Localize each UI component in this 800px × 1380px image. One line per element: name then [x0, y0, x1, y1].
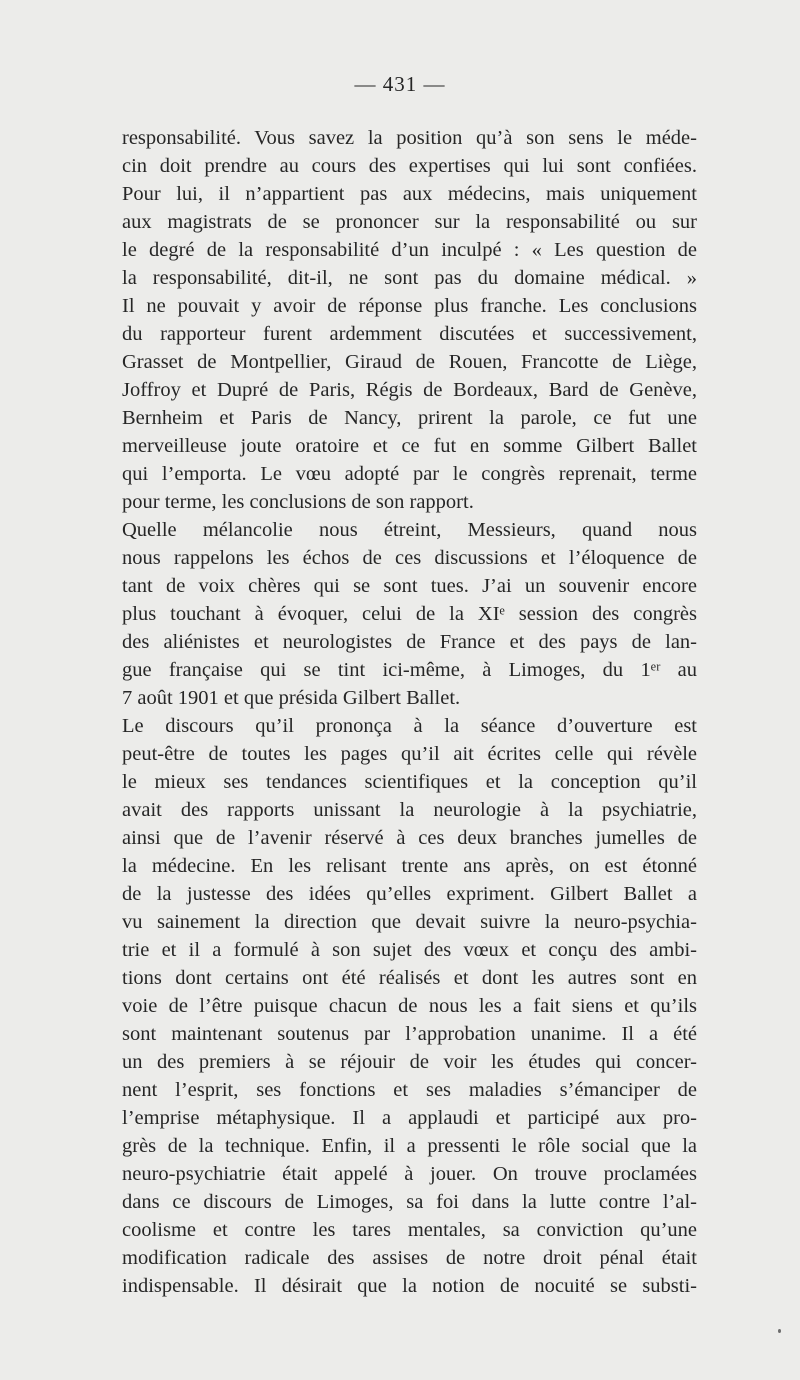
text-line: cin doit prendre au cours des expertises qui lui sont confiées. [122, 155, 697, 177]
text-line: du rapporteur furent ardemment discutées et successivement, [122, 323, 697, 345]
text-line: grès de la technique. Enfin, il a pressenti le rôle social que la [122, 1135, 697, 1157]
text-line: vu sainement la direction que devait suivre la neuro-psychia- [122, 911, 697, 933]
text-line: des aliénistes et neurologistes de France et des pays de lan- [122, 631, 697, 653]
text-line: le mieux ses tendances scientifiques et la conception qu’il [122, 771, 697, 793]
text-line: un des premiers à se réjouir de voir les études qui concer- [122, 1051, 697, 1073]
text-line: peut-être de toutes les pages qu’il ait écrites celle qui révèle [122, 743, 697, 765]
text-line: Grasset de Montpellier, Giraud de Rouen, Francotte de Liège, [122, 351, 697, 373]
text-line: l’emprise métaphysique. Il a applaudi et participé aux pro- [122, 1107, 697, 1129]
text-line: neuro-psychiatrie était appelé à jouer. On trouve proclamées [122, 1163, 697, 1185]
text-line: avait des rapports unissant la neurologie à la psychiatrie, [122, 799, 697, 821]
text-line: de la justesse des idées qu’elles expriment. Gilbert Ballet a [122, 883, 697, 905]
body-text [122, 124, 697, 1300]
text-line: plus touchant à évoquer, celui de la XIᵉ session des congrès [122, 603, 697, 625]
text-line: responsabilité. Vous savez la position qu’à son sens le méde- [122, 127, 697, 149]
text-line: Quelle mélancolie nous étreint, Messieurs, quand nous [122, 519, 697, 541]
text-line: indispensable. Il désirait que la notion de nocuité se substi- [122, 1275, 697, 1297]
paragraph-last-line: 7 août 1901 et que présida Gilbert Ballet. [122, 687, 461, 709]
text-line: Bernheim et Paris de Nancy, prirent la parole, ce fut une [122, 407, 697, 429]
text-line: gue française qui se tint ici-même, à Limoges, du 1ᵉʳ au [122, 659, 697, 681]
text-line: ainsi que de l’avenir réservé à ces deux branches jumelles de [122, 827, 697, 849]
text-line: merveilleuse joute oratoire et ce fut en somme Gilbert Ballet [122, 435, 697, 457]
text-line: tions dont certains ont été réalisés et dont les autres sont en [122, 967, 697, 989]
text-line: Le discours qu’il prononça à la séance d’ouverture est [122, 715, 697, 737]
text-line: tant de voix chères qui se sont tues. J’ai un souvenir encore [122, 575, 697, 597]
text-line: trie et il a formulé à son sujet des vœux et conçu des ambi- [122, 939, 697, 961]
paper-speck [778, 1329, 781, 1333]
text-line: modification radicale des assises de notre droit pénal était [122, 1247, 697, 1269]
text-line: la médecine. En les relisant trente ans après, on est étonné [122, 855, 697, 877]
text-line: nous rappelons les échos de ces discussions et l’éloquence de [122, 547, 697, 569]
text-line: Joffroy et Dupré de Paris, Régis de Bordeaux, Bard de Genève, [122, 379, 697, 401]
paragraph-last-line: pour terme, les conclusions de son rapport. [122, 491, 474, 513]
text-line: nent l’esprit, ses fonctions et ses maladies s’émanciper de [122, 1079, 697, 1101]
page-number: — 431 — [354, 72, 446, 96]
text-line: sont maintenant soutenus par l’approbation unanime. Il a été [122, 1023, 697, 1045]
text-line: la responsabilité, dit-il, ne sont pas du domaine médical. » [122, 267, 697, 289]
text-line: voie de l’être puisque chacun de nous les a fait siens et qu’ils [122, 995, 697, 1017]
text-line: dans ce discours de Limoges, sa foi dans la lutte contre l’al- [122, 1191, 697, 1213]
text-line: Pour lui, il n’appartient pas aux médecins, mais uniquement [122, 183, 697, 205]
text-line: qui l’emporta. Le vœu adopté par le congrès reprenait, terme [122, 463, 697, 485]
text-line: coolisme et contre les tares mentales, sa conviction qu’une [122, 1219, 697, 1241]
text-line: le degré de la responsabilité d’un inculpé : « Les question de [122, 239, 697, 261]
text-line: Il ne pouvait y avoir de réponse plus franche. Les conclusions [122, 295, 697, 317]
text-line: aux magistrats de se prononcer sur la responsabilité ou sur [122, 211, 697, 233]
